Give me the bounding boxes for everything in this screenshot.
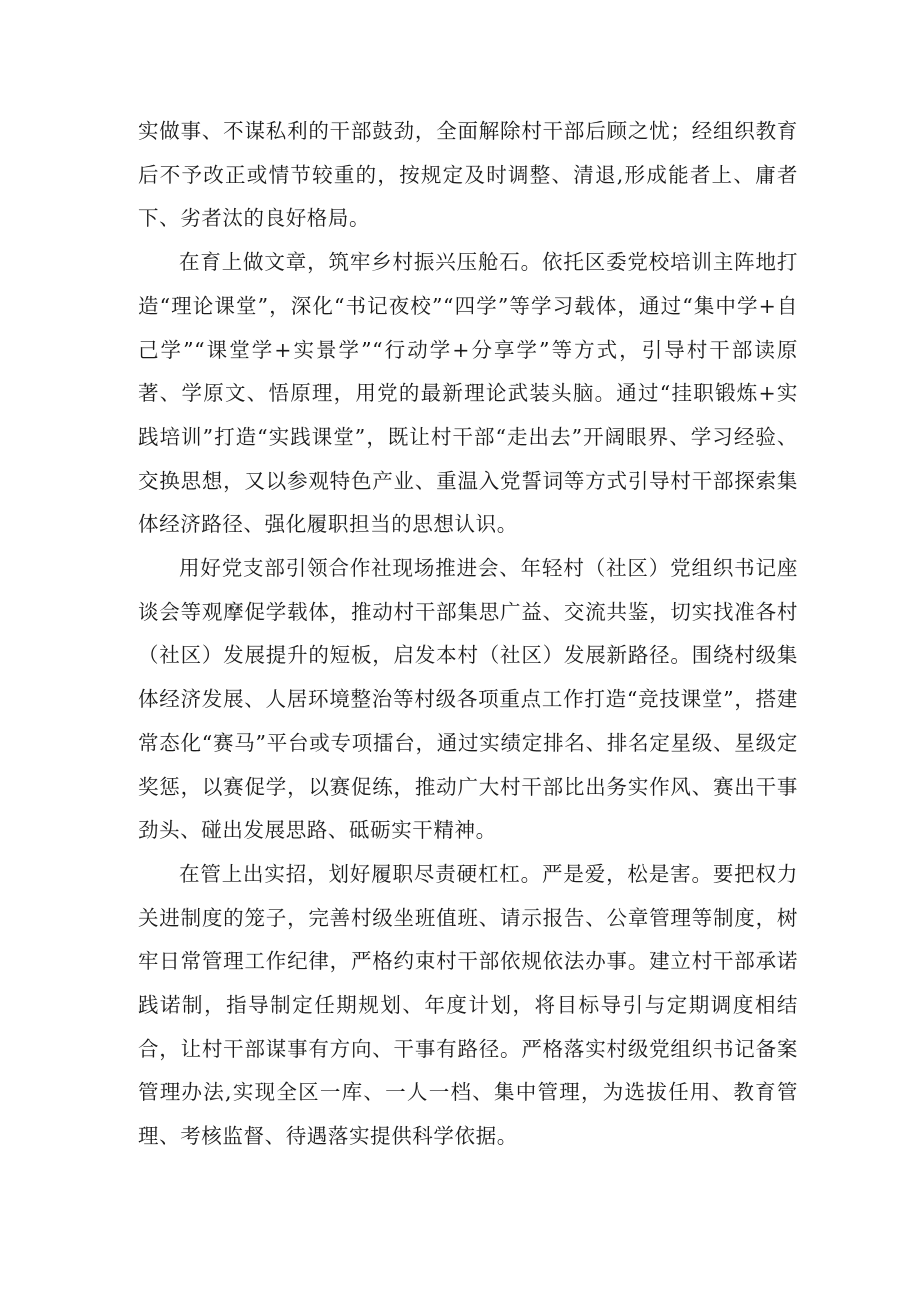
paragraph-education: 在育上做文章，筑牢乡村振兴压舱石。依托区委党校培训主阵地打造“理论课堂”，深化“书记夜校”“四学”等学习载体，通过“集中学+自己学”“课堂学+实景学”“行动学+分享学”等方式，引导村干部读原著、学原文、悟原理，用党的最新理论武装头脑。通过“挂职锻炼+实践培训”打造“实践课堂”，既让村干部“走出去”开阔眼界、学习经验、交换思想，又以参观特色产业、重温入党誓词等方式引导村干部探索集体经济路径、强化履职担当的思想认识。 [138, 250, 798, 537]
document-page [138, 110, 798, 1159]
paragraph-competition: 用好党支部引领合作社现场推进会、年轻村（社区）党组织书记座谈会等观摩促学载体，推动村干部集思广益、交流共鉴，切实找准各村（社区）发展提升的短板，启发本村（社区）发展新路径。围绕村级集体经济发展、人居环境整治等村级各项重点工作打造“竞技课堂”，搭建常态化“赛马”平台或专项擂台，通过实绩定排名、排名定星级、星级定奖惩，以赛促学，以赛促练，推动广大村干部比出务实作风、赛出干事劲头、碰出发展思路、砥砺实干精神。 [138, 556, 798, 843]
paragraph-continuation: 实做事、不谋私利的干部鼓劲，全面解除村干部后顾之忧；经组织教育后不予改正或情节较重的，按规定及时调整、清退,形成能者上、庸者下、劣者汰的良好格局。 [138, 119, 798, 231]
paragraph-management: 在管上出实招，划好履职尽责硬杠杠。严是爱，松是害。要把权力关进制度的笼子，完善村级坐班值班、请示报告、公章管理等制度，树牢日常管理工作纪律，严格约束村干部依规依法办事。建立村干部承诺践诺制，指导制定任期规划、年度计划，将目标导引与定期调度相结合，让村干部谋事有方向、干事有路径。严格落实村级党组织书记备案管理办法,实现全区一库、一人一档、集中管理，为选拔任用、教育管理、考核监督、待遇落实提供科学依据。 [138, 861, 798, 1149]
